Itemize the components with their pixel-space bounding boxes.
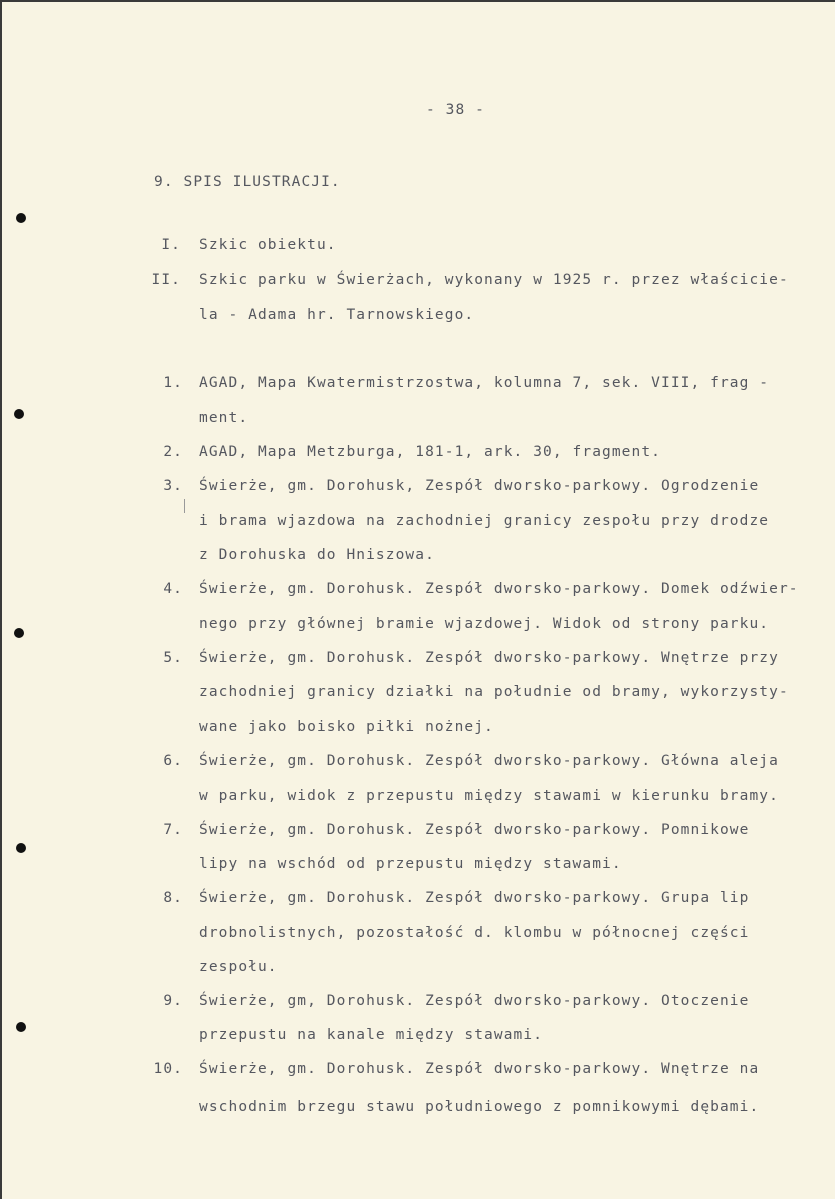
section-heading: 9. SPIS ILUSTRACJI. (154, 174, 341, 190)
list-item-number: II. (151, 272, 181, 288)
list-item-line: Świerże, gm, Dorohusk. Zespół dworsko-parkowy. Otoczenie (199, 993, 750, 1009)
list-item-number: 1. (163, 375, 183, 391)
list-item-line: zachodniej granicy działki na południe od bramy, wykorzysty- (199, 684, 789, 700)
list-item-number: 4. (163, 581, 183, 597)
list-item-line: la - Adama hr. Tarnowskiego. (199, 307, 475, 323)
list-item-number: 3. (163, 478, 183, 494)
list-item-line: Świerże, gm. Dorohusk. Zespół dworsko-parkowy. Grupa lip (199, 890, 750, 906)
list-item-number: 7. (163, 822, 183, 838)
list-item-line: wane jako boisko piłki nożnej. (199, 719, 494, 735)
list-item-line: nego przy głównej bramie wjazdowej. Widok od strony parku. (199, 616, 770, 632)
page-number: - 38 - (426, 102, 485, 118)
list-item-line: Szkic parku w Świerżach, wykonany w 1925 r. przez właścicie- (199, 272, 789, 288)
list-item-line: i brama wjazdowa na zachodniej granicy zespołu przy drodze (199, 513, 770, 529)
binder-hole (14, 628, 24, 638)
list-item-line: AGAD, Mapa Kwatermistrzostwa, kolumna 7, sek. VIII, frag - (199, 375, 770, 391)
list-item-line: z Dorohuska do Hniszowa. (199, 547, 435, 563)
list-item-line: Świerże, gm. Dorohusk. Zespół dworsko-parkowy. Pomnikowe (199, 822, 750, 838)
list-item-number: I. (161, 237, 181, 253)
binder-hole (16, 843, 26, 853)
binder-hole (16, 213, 26, 223)
list-item-number: 6. (163, 753, 183, 769)
list-item-number: 2. (163, 444, 183, 460)
binder-hole (16, 1022, 26, 1032)
list-item-line: w parku, widok z przepustu między stawami w kierunku bramy. (199, 788, 779, 804)
list-item-number: 10. (153, 1061, 183, 1077)
list-item-line: wschodnim brzegu stawu południowego z pomnikowymi dębami. (199, 1099, 760, 1115)
list-item-line: Świerże, gm. Dorohusk. Zespół dworsko-parkowy. Wnętrze na (199, 1061, 760, 1077)
list-item-number: 9. (163, 993, 183, 1009)
list-item-line: AGAD, Mapa Metzburga, 181-1, ark. 30, fragment. (199, 444, 661, 460)
list-item-line: przepustu na kanale między stawami. (199, 1027, 544, 1043)
list-item-line: ment. (199, 410, 249, 426)
list-item-line: Świerże, gm. Dorohusk, Zespół dworsko-parkowy. Ogrodzenie (199, 478, 760, 494)
list-item-line: Świerże, gm. Dorohusk. Zespół dworsko-parkowy. Główna aleja (199, 753, 779, 769)
list-item-line: Szkic obiektu. (199, 237, 337, 253)
list-item-line: Świerże, gm. Dorohusk. Zespół dworsko-parkowy. Wnętrze przy (199, 650, 779, 666)
list-item-line: lipy na wschód od przepustu między stawami. (199, 856, 622, 872)
list-item-number: 5. (163, 650, 183, 666)
binder-hole (14, 409, 24, 419)
list-item-line: zespołu. (199, 959, 278, 975)
list-item-line: drobnolistnych, pozostałość d. klombu w północnej części (199, 925, 750, 941)
pencil-mark (184, 499, 185, 513)
list-item-line: Świerże, gm. Dorohusk. Zespół dworsko-parkowy. Domek odźwier- (199, 581, 799, 597)
list-item-number: 8. (163, 890, 183, 906)
